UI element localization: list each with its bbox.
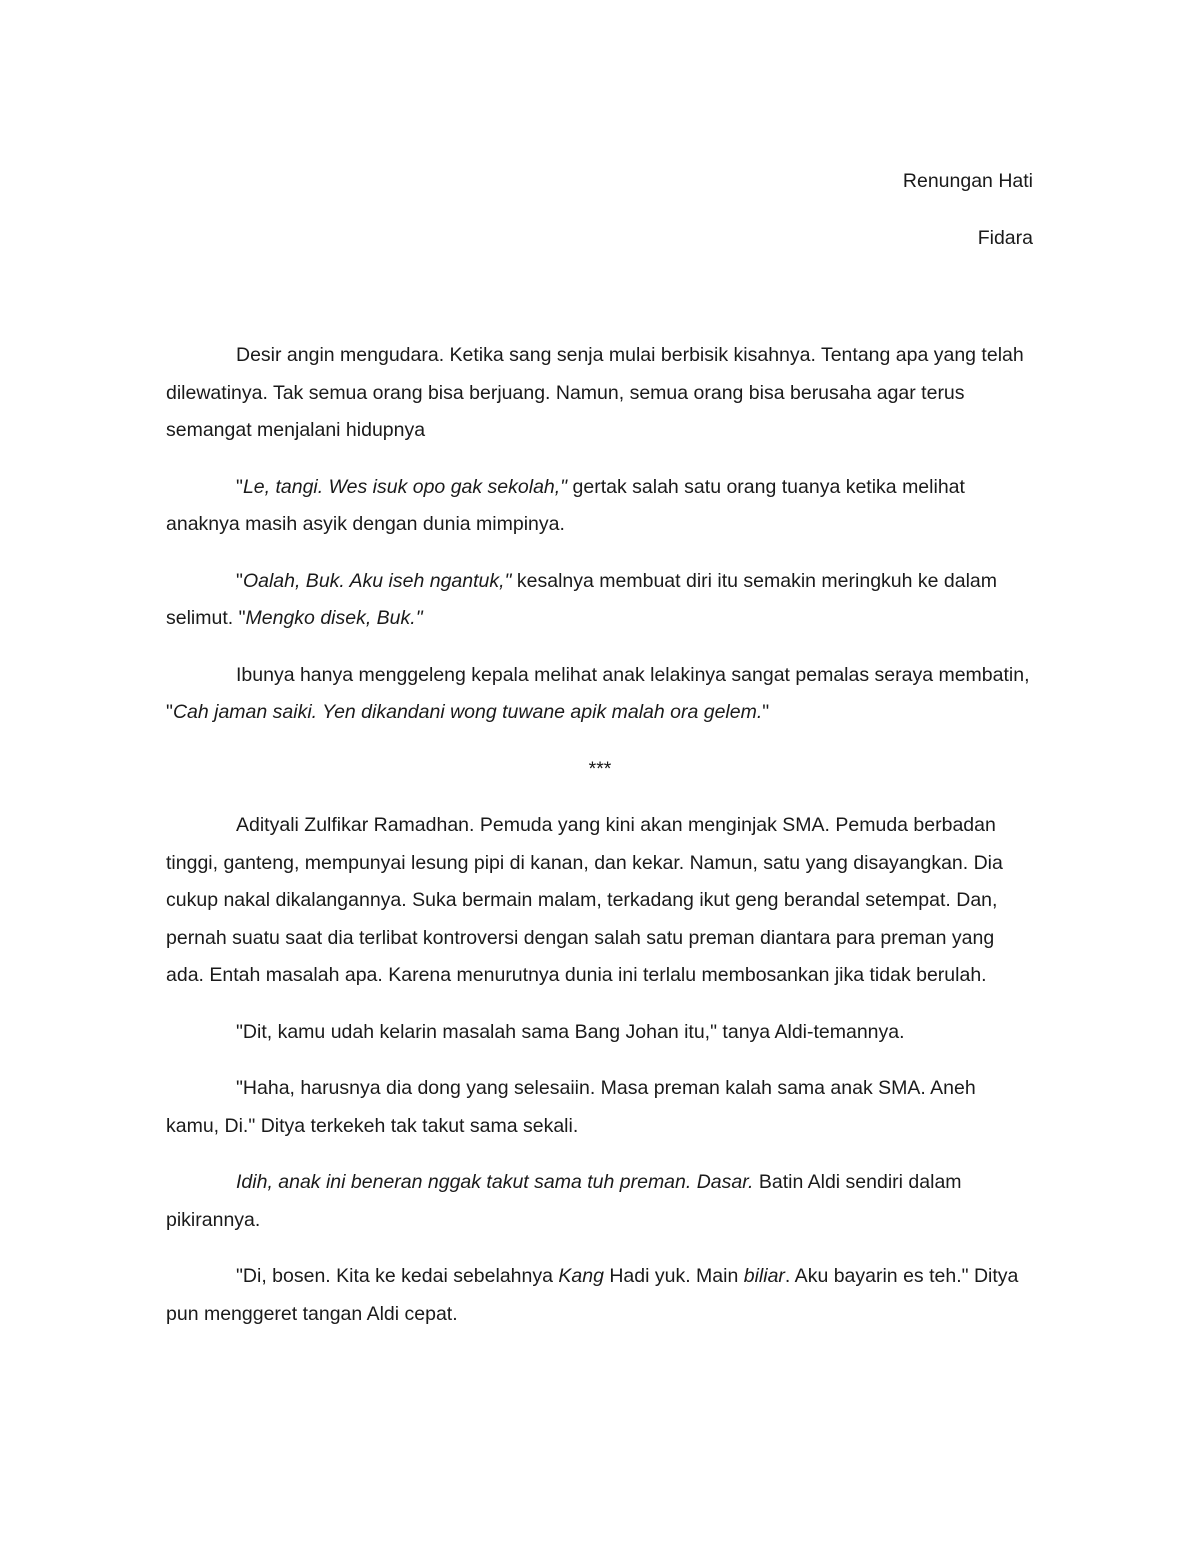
paragraph-text: kesalnya membuat diri itu semakin meringkuh ke dalam selimut. " <box>166 569 998 629</box>
paragraph-text: " <box>236 475 243 498</box>
paragraph-4 <box>166 657 1034 732</box>
paragraph-text: . Aku bayarin es teh." Ditya pun menggeret tangan Aldi cepat. <box>166 1265 1019 1325</box>
paragraph-italic-text: Oalah, Buk. Aku iseh ngantuk," <box>242 569 512 592</box>
paragraph-text: " <box>236 569 243 592</box>
paragraph-8 <box>166 1164 1034 1239</box>
paragraph-italic-text: Mengko disek, Buk." <box>245 607 423 629</box>
paragraph-text: Ibunya hanya menggeleng kepala melihat anak lelakinya sangat pemalas seraya membatin, " <box>166 663 1030 723</box>
document-body <box>166 337 1034 1352</box>
paragraph-italic-text: biliar <box>743 1265 785 1287</box>
document-author: Fidara <box>977 227 1033 249</box>
paragraph-text: Adityali Zulfikar Ramadhan. Pemuda yang kini akan menginjak SMA. Pemuda berbadan tinggi, ganteng, mempunyai lesung pipi di kanan, dan kekar. Namun, satu yang disayangkan. Dia cukup nakal dikalangannya. Suka bermain malam, terkadang ikut geng berandal setempat. Dan, pernah suatu saat dia terlibat kontroversi dengan salah satu preman diantara para preman yang ada. Entah masalah apa. Karena menurutnya dunia ini terlalu membosankan jika tidak berulah. <box>166 814 1003 986</box>
paragraph-2 <box>166 469 1034 544</box>
paragraph-text: gertak salah satu orang tuanya ketika melihat anaknya masih asyik dengan dunia mimpinya. <box>166 475 965 535</box>
paragraph-text: "Di, bosen. Kita ke kedai sebelahnya <box>236 1265 559 1287</box>
paragraph-5 <box>166 807 1034 995</box>
document-title: Renungan Hati <box>902 170 1033 192</box>
paragraph-italic-text: Le, tangi. Wes isuk opo gak sekolah," <box>242 475 568 498</box>
paragraph-text: Desir angin mengudara. Ketika sang senja mulai berbisik kisahnya. Tentang apa yang telah dilewatinya. Tak semua orang bisa berjuang. Namun, semua orang bisa berusaha agar terus semangat menjalani hidupnya <box>166 344 1024 441</box>
paragraph-6 <box>166 1014 1034 1052</box>
paragraph-italic-text: Idih, anak ini beneran nggak takut sama tuh preman. Dasar. <box>236 1171 754 1193</box>
paragraph-text: Hadi yuk. Main <box>603 1265 744 1287</box>
paragraph-italic-text: Kang <box>558 1265 604 1287</box>
scene-separator <box>166 751 1034 789</box>
paragraph-9 <box>166 1258 1034 1333</box>
paragraph-italic-text: Cah jaman saiki. Yen dikandani wong tuwane apik malah ora gelem. <box>172 701 763 723</box>
paragraph-1 <box>166 337 1034 450</box>
paragraph-text: "Haha, harusnya dia dong yang selesaiin. Masa preman kalah sama anak SMA. Aneh kamu, Di." Ditya terkekeh tak takut sama sekali. <box>166 1077 976 1137</box>
paragraph-7 <box>166 1070 1034 1145</box>
paragraph-3 <box>166 563 1034 638</box>
paragraph-text: Batin Aldi sendiri dalam pikirannya. <box>166 1171 962 1231</box>
paragraph-text: " <box>762 701 770 723</box>
separator-text: *** <box>588 757 612 780</box>
paragraph-text: "Dit, kamu udah kelarin masalah sama Bang Johan itu," tanya Aldi-temannya. <box>236 1020 905 1043</box>
